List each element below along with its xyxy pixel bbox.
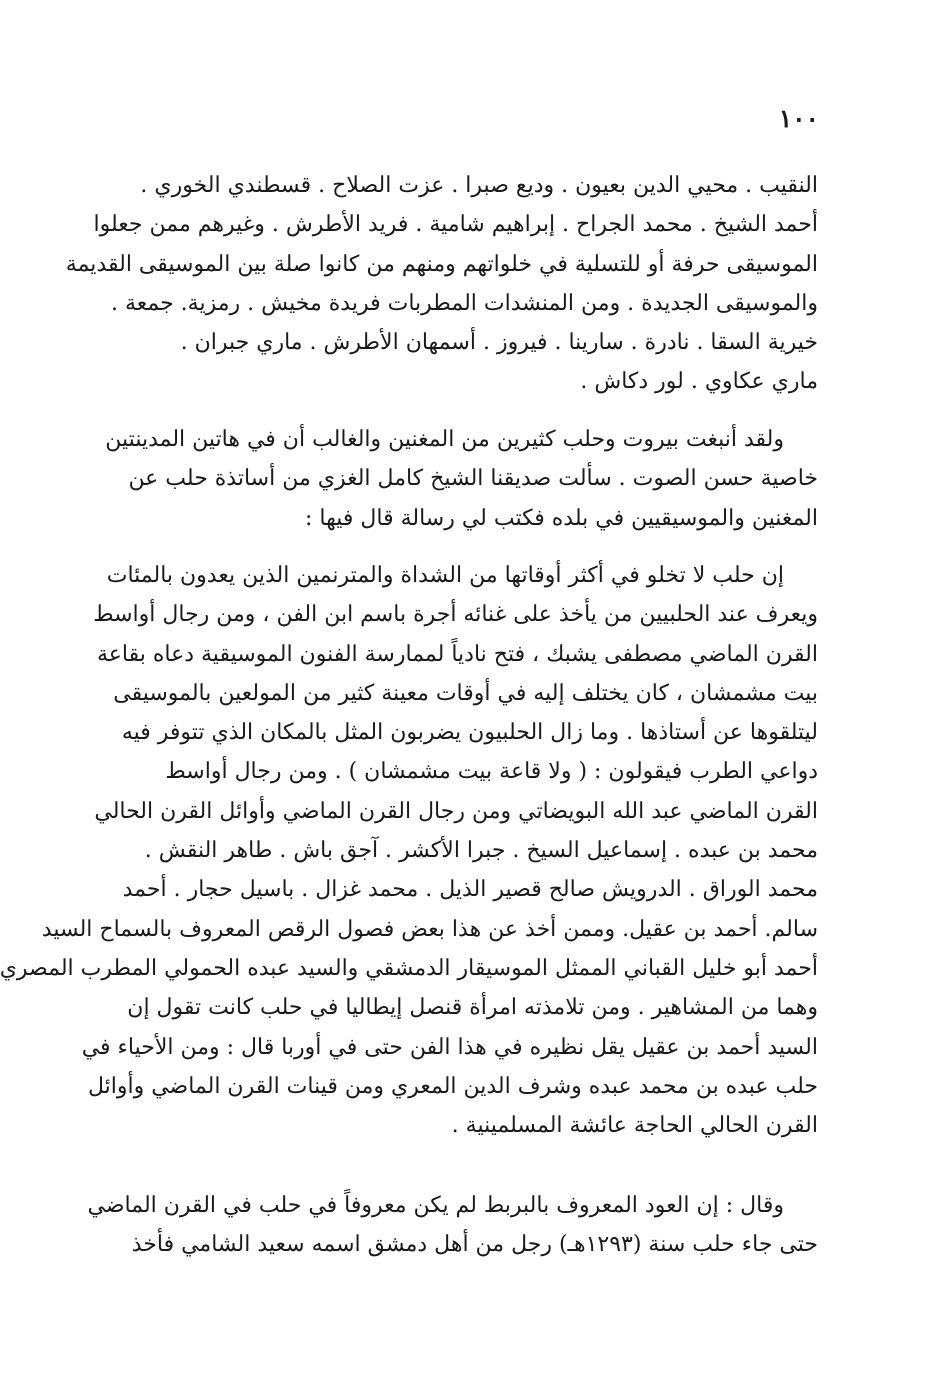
paragraph-4 <box>87 1186 818 1265</box>
text-line: ولقد أنبغت بيروت وحلب كثيرين من المغنين والغالب أن في هاتين المدينتين <box>105 427 784 452</box>
text-line: النقيب . محيي الدين بعيون . وديع صبرا . عزت الصلاح . قسطندي الخوري . <box>140 173 818 198</box>
text-line: إن حلب لا تخلو في أكثر أوقاتها من الشداة والمترنمين الذين يعدون بالمئات <box>106 563 784 588</box>
text-line: خيرية السقا . نادرة . سارينا . فيروز . أسمهان الأطرش . ماري جبران . <box>180 330 818 356</box>
text-line: وهما من المشاهير . ومن تلامذته امرأة قنصل إيطاليا في حلب كانت تقول إن <box>127 995 818 1021</box>
paragraph-2 <box>105 420 818 538</box>
text-line: دواعي الطرب فيقولون : ( ولا قاعة بيت مشمشان ) . ومن رجال أواسط <box>165 759 818 785</box>
text-line: ماري عكاوي . لور دكاش . <box>580 369 818 395</box>
text-line: والموسيقى الجديدة . ومن المنشدات المطربات فريدة مخيش . رمزية. جمعة . <box>110 290 818 316</box>
paragraph-1 <box>65 166 818 402</box>
text-line: الموسيقى حرفة أو للتسلية في خلواتهم ومنهم من كانوا صلة بين الموسيقى القديمة <box>65 251 818 277</box>
text-line: محمد بن عبده . إسماعيل السيخ . جبرا الأكشر . آجق باش . طاهر النقش . <box>144 838 818 864</box>
text-line: المغنين والموسيقيين في بلده فكتب لي رسالة قال فيها : <box>304 505 818 531</box>
text-line: أحمد الشيخ . محمد الجراح . إبراهيم شامية . فريد الأطرش . وغيرهم ممن جعلوا <box>93 212 818 238</box>
text-line: السيد أحمد بن عقيل يقل نظيره في هذا الفن حتى في أوربا قال : ومن الأحياء في <box>81 1034 818 1060</box>
text-line: وقال : إن العود المعروف بالبربط لم يكن معروفاً في حلب في القرن الماضي <box>87 1193 784 1218</box>
paragraph-3 <box>0 556 818 1145</box>
text-line: محمد الوراق . الدرويش صالح قصير الذيل . محمد غزال . باسيل حجار . أحمد <box>122 877 818 903</box>
text-line: ويعرف عند الحلبيين من يأخذ على غنائه أجرة باسم ابن الفن ، ومن رجال أواسط <box>93 602 818 628</box>
text-line: سالم. أحمد بن عقيل. وممن أخذ عن هذا بعض فصول الرقص المعروف بالسماح السيد <box>41 916 818 942</box>
text-line: بيت مشمشان ، كان يختلف إليه في أوقات معينة كثير من المولعين بالموسيقى <box>113 680 818 706</box>
text-line: خاصية حسن الصوت . سألت صديقنا الشيخ كامل الغزي من أساتذة حلب عن <box>128 466 818 492</box>
text-line: ليتلقوها عن أستاذها . وما زال الحلبيون يضربون المثل بالمكان الذي تتوفر فيه <box>121 720 818 746</box>
text-line: القرن الماضي عبد الله البويضاتي ومن رجال القرن الماضي وأوائل القرن الحالي <box>94 798 818 824</box>
text-line: حتى جاء حلب سنة (١٢٩٣هـ) رجل من أهل دمشق اسمه سعيد الشامي فأخذ <box>131 1232 818 1258</box>
text-line: القرن الحالي الحاجة عائشة المسلمينية . <box>451 1113 818 1139</box>
text-line: أحمد أبو خليل القباني الممثل الموسيقار الدمشقي والسيد عبده الحمولي المطرب المصري <box>0 955 818 981</box>
page-number: ١٠٠ <box>778 104 819 133</box>
text-line: حلب عبده بن محمد عبده وشرف الدين المعري ومن قينات القرن الماضي وأوائل <box>87 1073 818 1099</box>
text-line: القرن الماضي مصطفى يشبك ، فتح نادياً لممارسة الفنون الموسيقية دعاه بقاعة <box>97 641 818 667</box>
